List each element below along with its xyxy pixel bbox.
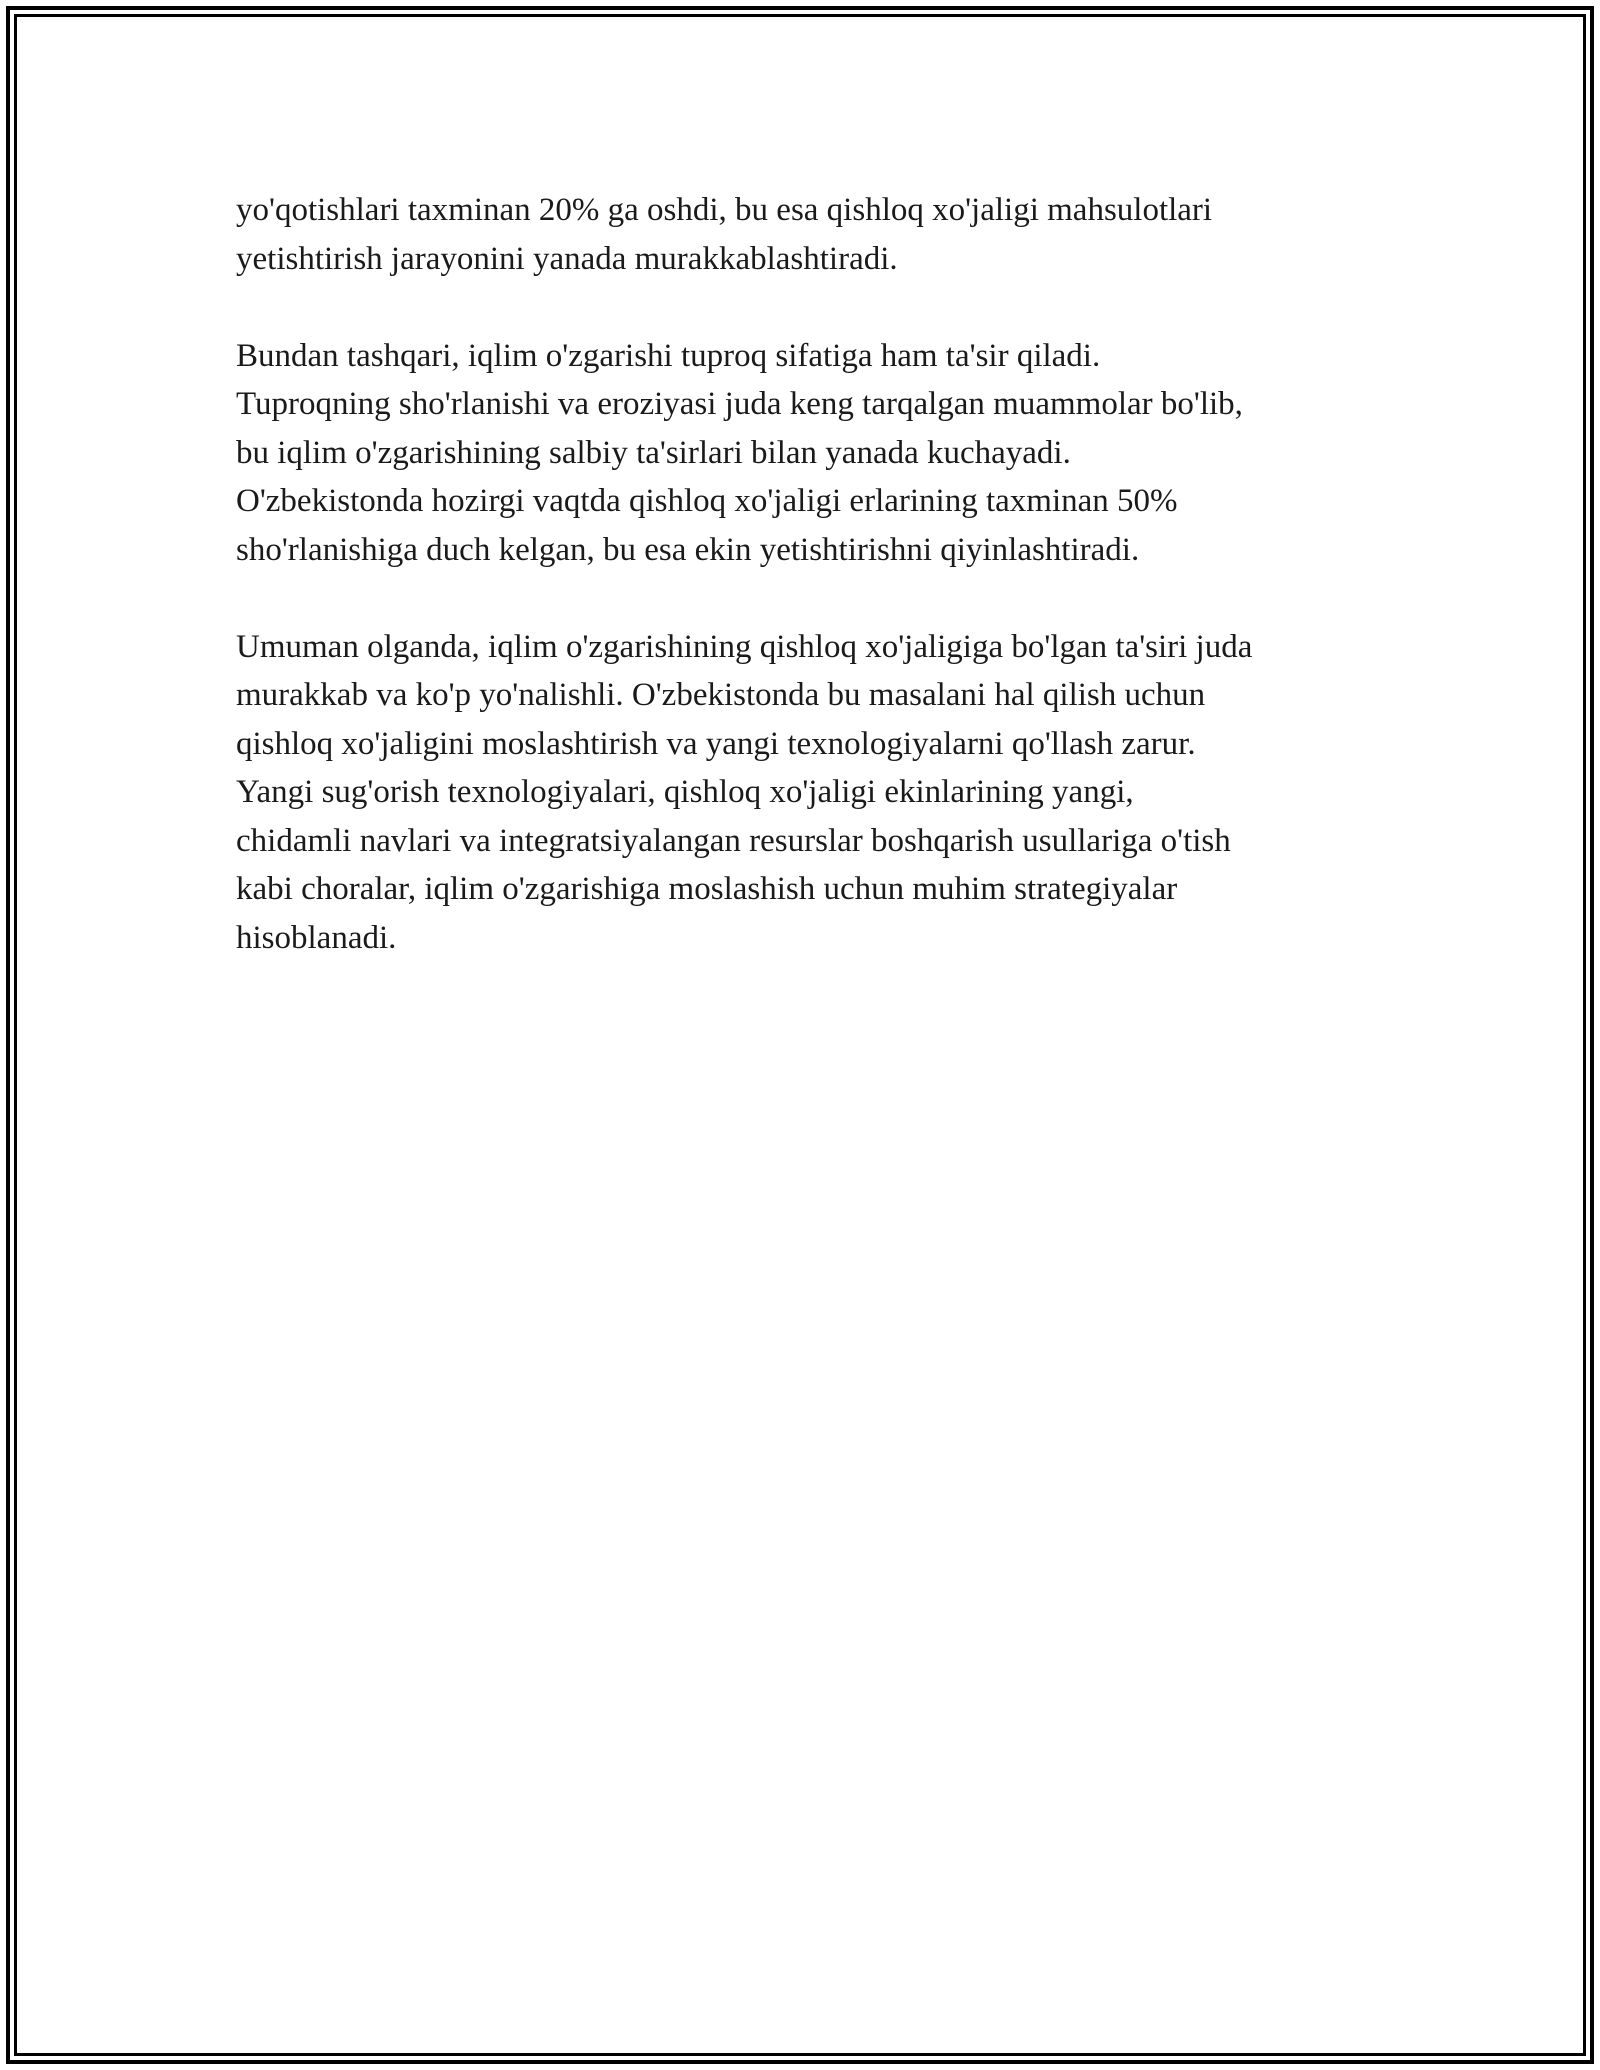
text-line: bu iqlim o'zgarishining salbiy ta'sirlari bilan yanada kuchayadi. [236,434,1071,471]
text-line: qishloq xo'jaligini moslashtirish va yangi texnologiyalarni qo'llash zarur. [236,725,1196,762]
text-line: O'zbekistonda hozirgi vaqtda qishloq xo'jaligi erlarining taxminan 50% [236,483,1178,519]
text-line: hisoblanadi. [236,919,397,956]
text-line: sho'rlanishiga duch kelgan, bu esa ekin yetishtirishni qiyinlashtiradi. [236,531,1140,568]
text-line: Yangi sug'orish texnologiyalari, qishloq xo'jaligi ekinlarining yangi, [236,774,1134,810]
text-line: chidamli navlari va integratsiyalangan resurslar boshqarish usullariga o'tish [236,822,1231,859]
text-line: yo'qotishlari taxminan 20% ga oshdi, bu esa qishloq xo'jaligi mahsulotlari [236,192,1213,228]
text-line: Umuman olganda, iqlim o'zgarishining qishloq xo'jaligiga bo'lgan ta'siri juda [236,628,1253,665]
document-body [236,186,1396,1011]
text-line: kabi choralar, iqlim o'zgarishiga moslashish uchun muhim strategiyalar [236,871,1178,907]
text-line: Bundan tashqari, iqlim o'zgarishi tuproq sifatiga ham ta'sir qiladi. [236,337,1101,374]
paragraph-1 [236,186,1396,283]
paragraph-2 [236,332,1396,575]
paragraph-3 [236,623,1396,963]
text-line: murakkab va ko'p yo'nalishli. O'zbekistonda bu masalani hal qilish uchun [236,677,1206,713]
text-line: Tuproqning sho'rlanishi va eroziyasi juda keng tarqalgan muammolar bo'lib, [236,386,1243,422]
text-line: yetishtirish jarayonini yanada murakkablashtiradi. [236,240,898,277]
